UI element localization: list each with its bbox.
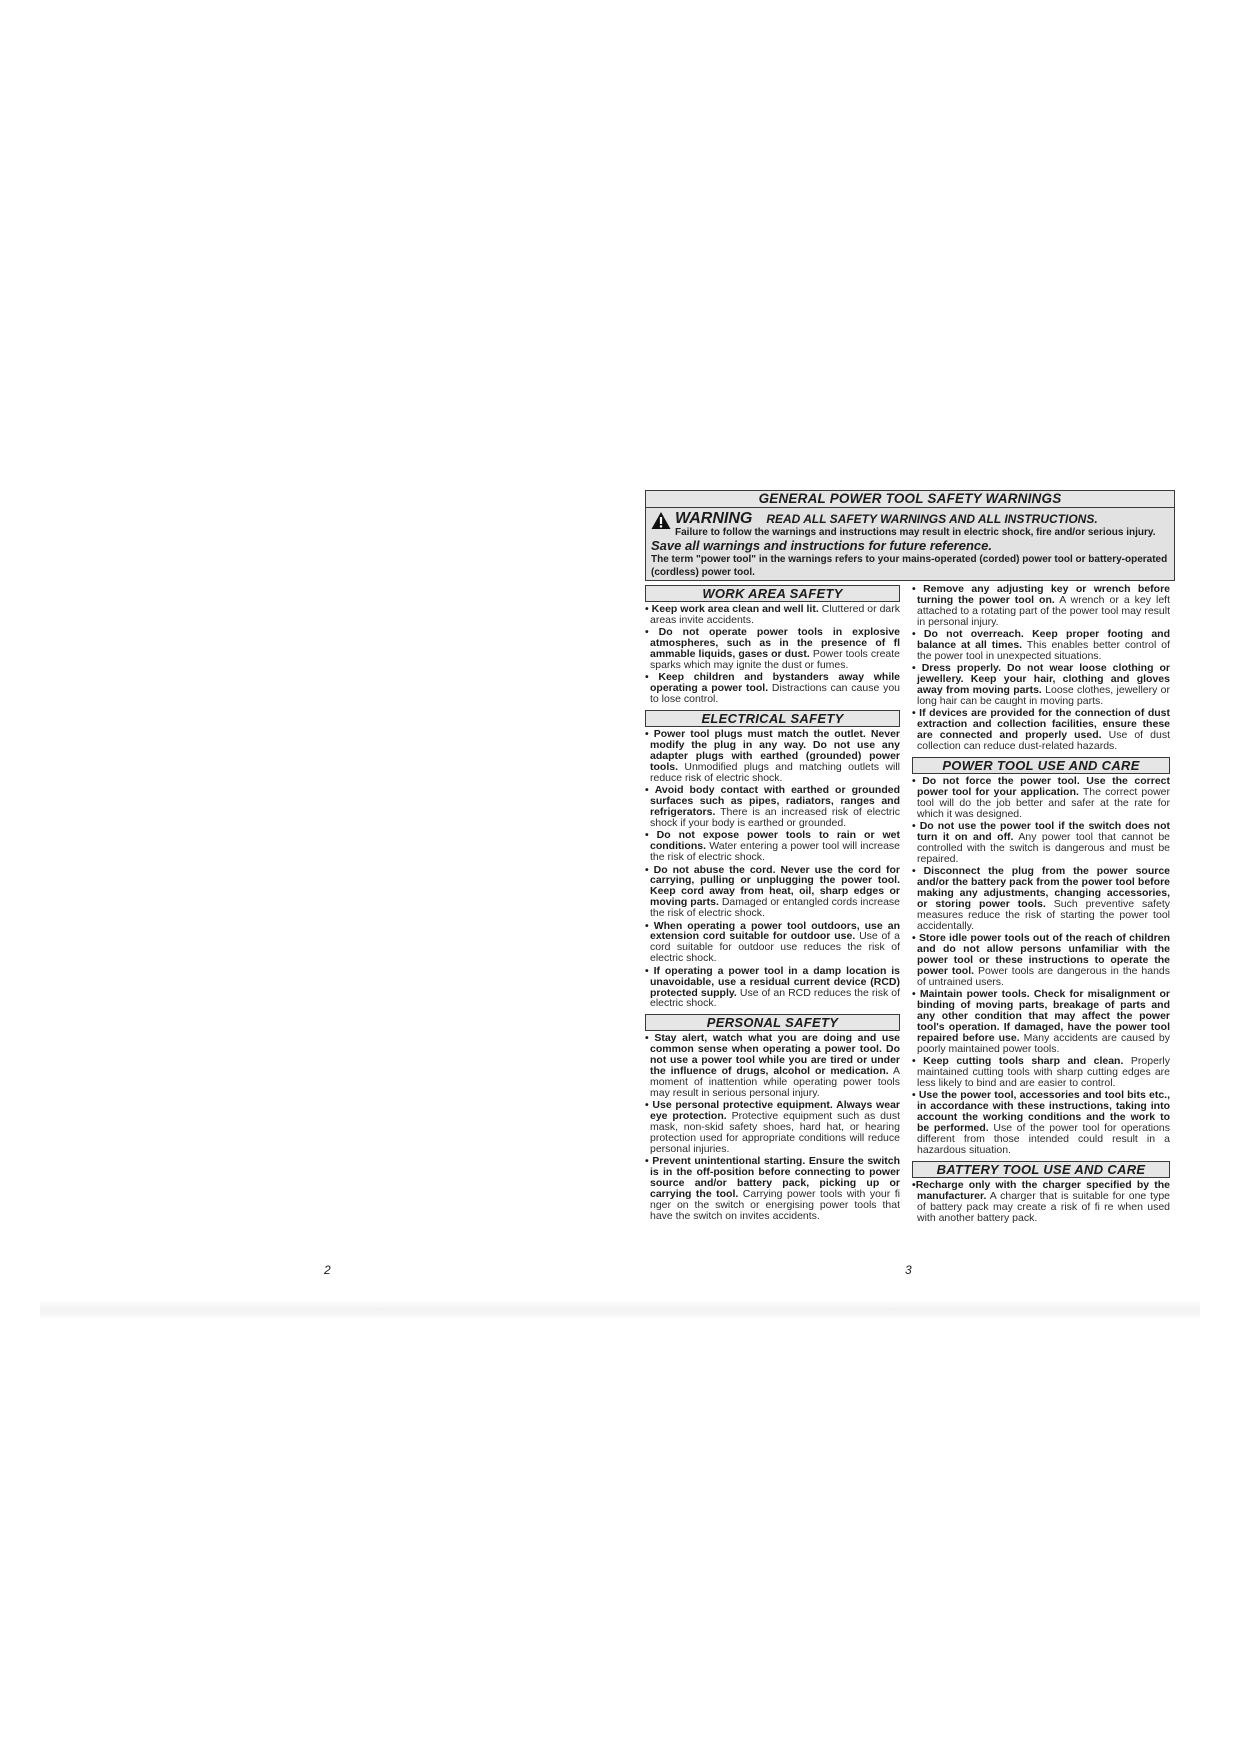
section-heading-work-area: WORK AREA SAFETY (645, 585, 900, 602)
personal-item (645, 1156, 900, 1221)
item-lead: Use personal protective equipment. Always wear eye protection. (650, 1099, 900, 1123)
item-text: Cluttered or dark areas invite accidents. (650, 603, 901, 626)
work-area-item (645, 604, 900, 626)
item-lead: Prevent unintentional starting. Ensure the switch is in the off-position before connecting to power source and/or battery pack, picking up or carrying the tool. (650, 1155, 901, 1200)
item-text: Any power tool that cannot be controlled with the switch is dangerous and must be repaired. (917, 831, 1171, 865)
item-lead: Recharge only with the charger speciﬁed by the manufacturer. (915, 1178, 1170, 1202)
item-text: Such preventive safety measures reduce the risk of starting the power tool accidentally. (917, 898, 1170, 932)
electrical-item (645, 830, 900, 863)
item-text: Use of the power tool for operations different from those intended could result in a hazardous situation. (917, 1122, 1170, 1156)
electrical-item (645, 966, 900, 1010)
item-text: A charger that is suitable for one type of battery pack may create a risk of ﬁ re when used with another battery pack. (917, 1189, 1170, 1224)
work-area-item (645, 672, 900, 705)
item-text: Properly maintained cutting tools with sharp cutting edges are less likely to bind and are easier to control. (917, 1055, 1171, 1090)
item-lead: Keep children and bystanders away while operating a power tool. (650, 671, 901, 695)
item-lead: Dress properly. Do not wear loose clothing or jewellery. Keep your hair, clothing and gloves away from moving parts. (917, 662, 1171, 697)
power-tool-item (912, 1090, 1170, 1155)
item-lead: Store idle power tools out of the reach of children and do not allow persons unfamiliar with the power tool or these instructions to operate the power tool. (917, 932, 1171, 977)
scan-edge-shadow (40, 1302, 1200, 1318)
warning-header (651, 511, 1170, 527)
item-lead: Do not force the power tool. Use the correct power tool for your application. (917, 775, 1170, 798)
electrical-item (645, 921, 900, 965)
electrical-item (645, 729, 900, 784)
item-lead: Stay alert, watch what you are doing and use common sense when operating a power tool. Do not use a power tool while you are tired or under the inﬂuence of drugs, alcohol or medication. (650, 1032, 901, 1078)
item-text: Distractions can cause you to lose control. (650, 682, 901, 706)
item-text: Power tools are dangerous in the hands of untrained users. (917, 965, 1171, 988)
personal-item (912, 629, 1170, 662)
item-text: Use of dust collection can reduce dust-related hazards. (917, 729, 1170, 753)
item-lead: Do not expose power tools to rain or wet conditions. (650, 829, 900, 853)
battery-item (912, 1180, 1170, 1224)
item-text: This enables better control of the power tool in unexpected situations. (917, 639, 1170, 662)
save-instructions-sentence: Save all warnings and instructions for future reference. (651, 537, 992, 553)
item-text: There is an increased risk of electric shock if your body is earthed or grounded. (650, 806, 900, 829)
electrical-item (645, 865, 900, 920)
item-text: Many accidents are caused by poorly maintained power tools. (917, 1031, 1170, 1055)
item-lead: Power tool plugs must match the outlet. Never modify the plug in any way. Do not use any adapter plugs with earthed (grounded) power tools. (650, 728, 901, 773)
item-text: Water entering a power tool will increase the risk of electric shock. (650, 840, 900, 864)
page-number-left: 2 (324, 1263, 331, 1277)
warning-term-definition: The term "power tool" in the warnings refers to your mains-operated (corded) power tool or battery-operated (cordless) power tool. (651, 554, 1168, 578)
item-lead: Do not abuse the cord. Never use the cord for carrying, pulling or unplugging the power tool. Keep cord away from heat, oil, sharp edges or moving parts. (650, 863, 901, 909)
item-lead: Remove any adjusting key or wrench before turning the power tool on. (917, 583, 1171, 606)
item-text: A moment of inattention while operating power tools may result in serious personal injury. (650, 1065, 900, 1099)
item-text: Unmodified plugs and matching outlets will reduce risk of electric shock. (650, 760, 900, 784)
warning-triangle-icon (651, 511, 671, 538)
electrical-item (645, 785, 900, 829)
item-lead: Disconnect the plug from the power source and/or the battery pack from the power tool before making any adjustments, changing accessories, or storing power tools. (917, 865, 1170, 911)
item-lead: If devices are provided for the connection of dust extraction and collection facilities, ensure these are connected and properly used. (917, 707, 1170, 742)
warning-box (645, 507, 1175, 581)
warning-failure-text (651, 527, 1170, 554)
page-number-right: 3 (905, 1263, 912, 1277)
personal-item (912, 584, 1170, 628)
left-column (645, 584, 900, 1223)
item-text: Loose clothes, jewellery or long hair can be caught in moving parts. (917, 684, 1171, 708)
item-text: Damaged or entangled cords increase the risk of electric shock. (650, 896, 900, 920)
warning-heading: READ ALL SAFETY WARNINGS AND ALL INSTRUCTIONS. (766, 512, 1098, 526)
power-tool-item (912, 933, 1170, 988)
item-text: Use of an RCD reduces the risk of electric shock. (650, 986, 900, 1010)
item-lead: Keep cutting tools sharp and clean. (923, 1055, 1124, 1068)
right-column (912, 584, 1170, 1225)
work-area-item (645, 627, 900, 671)
section-heading-battery: BATTERY TOOL USE AND CARE (912, 1161, 1170, 1178)
failure-sentence: Failure to follow the warnings and instructions may result in electric shock, ﬁre and/or serious injury. (675, 527, 1156, 538)
item-lead: If operating a power tool in a damp location is unavoidable, use a residual current device (RCD) protected supply. (650, 964, 900, 999)
warning-triangle-icon-graphic (651, 511, 671, 530)
section-heading-personal: PERSONAL SAFETY (645, 1014, 900, 1031)
item-text: Use of a cord suitable for outdoor use reduces the risk of electric shock. (650, 930, 900, 965)
item-lead: Do not overreach. Keep proper footing and balance at all times. (917, 628, 1170, 652)
warning-label: WARNING (675, 510, 753, 527)
section-heading-electrical: ELECTRICAL SAFETY (645, 710, 900, 727)
power-tool-item (912, 821, 1170, 865)
power-tool-item (912, 776, 1170, 820)
personal-item (645, 1100, 900, 1155)
item-text: Protective equipment such as dust mask, non-skid safety shoes, hard hat, or hearing protection used for appropriate conditions will reduce personal injuries. (650, 1110, 900, 1155)
item-lead: Maintain power tools. Check for misalignment or binding of moving parts, breakage of parts and any other condition that may affect the power tool's operation. If damaged, have the power tool repaired before use. (917, 988, 1171, 1044)
item-lead: Use the power tool, accessories and tool bits etc., in accordance with these instructions, taking into account the working conditions and the work to be performed. (917, 1089, 1170, 1135)
document-title: GENERAL POWER TOOL SAFETY WARNINGS (645, 490, 1175, 508)
item-lead: Keep work area clean and well lit. (651, 603, 819, 615)
item-lead: Do not use the power tool if the switch does not turn it on and off. (917, 820, 1171, 844)
item-text: A wrench or a key left attached to a rotating part of the power tool may result in personal injury. (917, 593, 1170, 628)
power-tool-item (912, 1056, 1170, 1089)
personal-item (645, 1033, 900, 1098)
item-lead: Do not operate power tools in explosive atmospheres, such as in the presence of ﬂ ammable liquids, gases or dust. (650, 626, 901, 661)
item-text: The correct power tool will do the job better and safer at the rate for which it was designed. (917, 786, 1170, 820)
item-lead: When operating a power tool outdoors, use an extension cord suitable for outdoor use. (650, 919, 901, 943)
power-tool-item (912, 866, 1170, 931)
item-text: Carrying power tools with your ﬁ nger on the switch or energising power tools that have the switch on invites accidents. (650, 1188, 900, 1222)
section-heading-power-tool: POWER TOOL USE AND CARE (912, 757, 1170, 774)
item-lead: Avoid body contact with earthed or grounded surfaces such as pipes, radiators, ranges and refrigerators. (650, 784, 900, 818)
personal-item (912, 708, 1170, 752)
personal-item (912, 663, 1170, 707)
item-text: Power tools create sparks which may ignite the dust or fumes. (650, 648, 901, 672)
power-tool-item (912, 989, 1170, 1054)
